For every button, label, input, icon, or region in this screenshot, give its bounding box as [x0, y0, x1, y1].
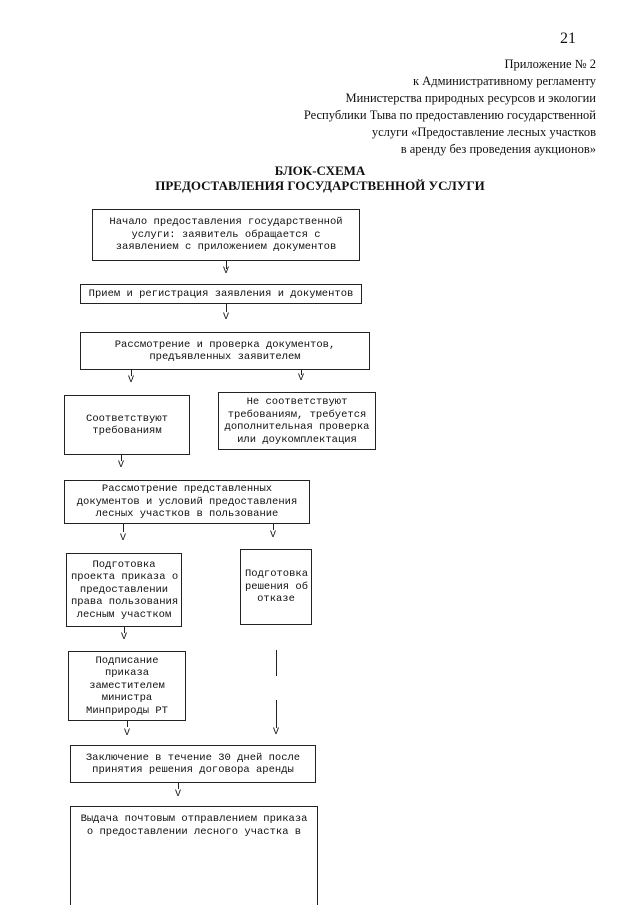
- flow-box-registration: [80, 284, 362, 304]
- annex-line: услуги «Предоставление лесных участков: [371, 125, 596, 139]
- arrow-down-icon: V: [117, 460, 124, 471]
- arrow-down-icon: V: [123, 728, 130, 739]
- box-line: Не соответствуют: [246, 396, 348, 408]
- flow-box-start: [92, 209, 360, 261]
- box-line: Заключение в течение 30 дней после: [85, 751, 301, 764]
- flow-box-not-comply: [218, 392, 376, 450]
- connector-line: [131, 370, 132, 376]
- flow-box-signing: [68, 651, 186, 721]
- box-line: Рассмотрение представленных: [101, 483, 273, 496]
- arrow-down-icon: V: [119, 533, 126, 544]
- box-line: Минприроды РТ: [86, 704, 168, 717]
- box-line: решения об: [245, 580, 309, 593]
- annex-header: [236, 56, 596, 158]
- arrow-down-icon: V: [127, 375, 134, 386]
- diagram-title-line: БЛОК-СХЕМА: [274, 163, 366, 178]
- box-line: дополнительная проверка: [224, 421, 370, 433]
- annex-line: Приложение № 2: [504, 57, 596, 71]
- arrow-down-icon: V: [120, 632, 127, 643]
- connector-line: [276, 700, 277, 728]
- box-line: требованиям, требуется: [227, 408, 367, 421]
- arrow-down-icon: V: [174, 789, 181, 800]
- flow-box-review: [80, 332, 370, 370]
- flow-box-contract: [70, 745, 316, 783]
- box-line: министра: [101, 692, 153, 705]
- box-line: заместителем: [89, 679, 165, 692]
- box-line: Подготовка: [245, 568, 309, 581]
- box-line: лесных участков в пользование: [95, 508, 279, 521]
- diagram-title-line: ПРЕДОСТАВЛЕНИЯ ГОСУДАРСТВЕННОЙ УСЛУГИ: [155, 178, 485, 193]
- connector-line: [127, 721, 128, 727]
- annex-line: к Административному регламенту: [412, 74, 596, 88]
- box-line: Подготовка: [92, 558, 156, 571]
- box-line: предъявленных заявителем: [149, 351, 301, 363]
- box-line: проекта приказа о: [71, 571, 179, 584]
- box-line: требованиям: [92, 425, 162, 437]
- box-line: Начало предоставления государственной: [109, 216, 343, 229]
- flow-box-comply: [64, 395, 190, 455]
- box-line: Выдача почтовым отправлением приказа: [80, 813, 308, 825]
- box-line: приказа: [104, 667, 150, 680]
- flow-box-refusal-preparation: [240, 549, 312, 625]
- box-line: заявлением с приложением документов: [115, 241, 337, 254]
- box-line: принятия решения договора аренды: [92, 764, 294, 776]
- annex-line: в аренду без проведения аукционов»: [400, 142, 596, 156]
- box-line: или доукомплектация: [237, 433, 357, 446]
- box-line: документов и условий предоставления: [76, 495, 298, 508]
- box-line: отказе: [257, 593, 295, 606]
- arrow-down-icon: V: [222, 266, 229, 277]
- connector-line: [226, 304, 227, 312]
- box-line: Подписание: [95, 654, 159, 667]
- box-line: лесным участком: [76, 608, 172, 621]
- annex-line: Республики Тыва по предоставлению государственной: [303, 108, 596, 122]
- box-line: о предоставлении лесного участка в: [86, 825, 302, 838]
- connector-line: [276, 650, 277, 676]
- connector-line: [123, 524, 124, 532]
- arrow-down-icon: V: [222, 312, 229, 323]
- connector-line: [301, 370, 302, 375]
- arrow-down-icon: V: [269, 530, 276, 541]
- box-line: права пользования: [71, 596, 179, 609]
- arrow-down-icon: V: [297, 373, 304, 384]
- diagram-title: [140, 163, 500, 193]
- arrow-down-icon: V: [272, 727, 279, 738]
- flow-box-issuance: [70, 806, 318, 905]
- annex-line: Министерства природных ресурсов и экологии: [345, 91, 596, 105]
- box-line: предоставлении: [79, 583, 169, 596]
- box-line: Прием и регистрация заявления и документов: [88, 287, 354, 300]
- flow-box-order-preparation: [66, 553, 182, 627]
- box-line: Рассмотрение и проверка документов,: [114, 338, 336, 351]
- flow-box-consideration: [64, 480, 310, 524]
- box-line: услуги: заявитель обращается с: [131, 228, 321, 241]
- box-line: Соответствуют: [86, 412, 168, 425]
- page-number: 21: [560, 30, 576, 47]
